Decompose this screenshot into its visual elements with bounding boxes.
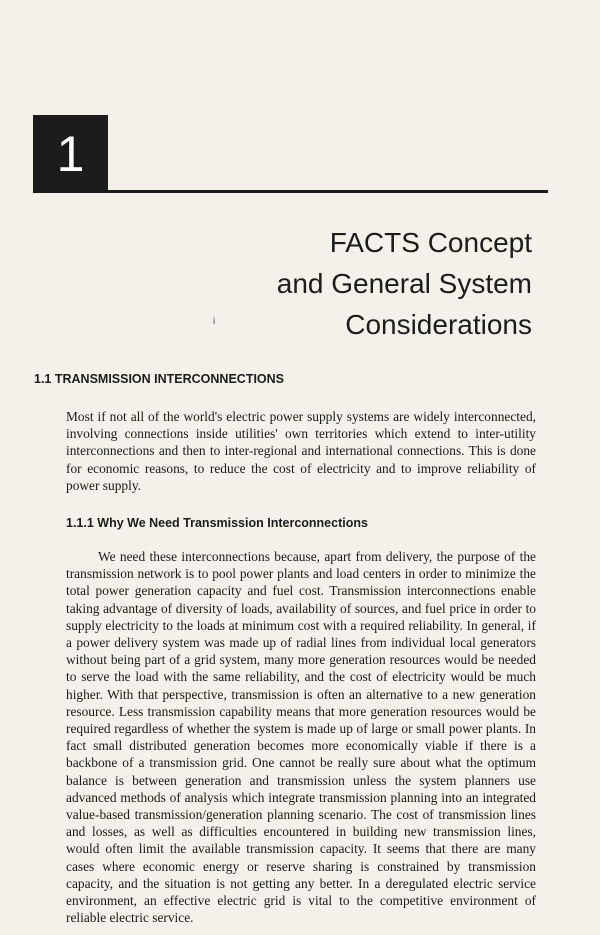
section-paragraph: Most if not all of the world's electric power supply systems are widely interconnected, involving connections inside utilities' own territories which extend to inter-utility interconnections and then to inter-regional and international connections. This is done for economic reasons, to reduce the cost of electricity and to improve reliability of power supply. xyxy=(66,409,536,493)
stray-mark: i xyxy=(213,316,216,327)
subsection-heading: 1.1.1 Why We Need Transmission Interconnections xyxy=(66,516,368,530)
subsection-paragraph: We need these interconnections because, apart from delivery, the purpose of the transmission network is to pool power plants and load centers in order to minimize the total power generation capacity and fuel cost. Transmission interconnections enable taking advantage of diversity of loads, availability of sources, and fuel price in order to supply electricity to the loads at minimum cost with a required reliability. In general, if a power delivery system was made up of radial lines from individual local generators without being part of a grid system, many more generation resources would be needed to serve the load with the same reliability, and the cost of electricity would be much higher. With that perspective, transmission is often an alternative to a new generation resource. Less transmission capability means that more generation resources would be required regardless of whether the system is made up of large or small power plants. In fact small distributed generation becomes more economically viable if there is a backbone of a transmission grid. One cannot be really sure about what the optimum balance is between generation and transmission unless the system planners use advanced methods of analysis which integrate transmission planning into an integrated value-based transmission/generation planning scenario. The cost of transmission lines and losses, as well as difficulties encountered in building new transmission lines, would often limit the available transmission capacity. It seems that there are many cases where economic energy or reserve sharing is constrained by transmission capacity, and the situation is not getting any better. In a deregulated electric service environment, an effective electric grid is vital to the competitive environment of reliable electric service. xyxy=(66,549,536,926)
chapter-title-line-1: FACTS Concept xyxy=(329,227,532,258)
chapter-title-line-3: Considerations xyxy=(345,309,532,340)
chapter-title-line-2: and General System xyxy=(276,268,532,299)
chapter-title xyxy=(112,222,532,345)
section-heading: 1.1 TRANSMISSION INTERCONNECTIONS xyxy=(34,372,285,386)
chapter-rule xyxy=(108,190,548,193)
chapter-number-badge: 1 xyxy=(33,115,108,193)
